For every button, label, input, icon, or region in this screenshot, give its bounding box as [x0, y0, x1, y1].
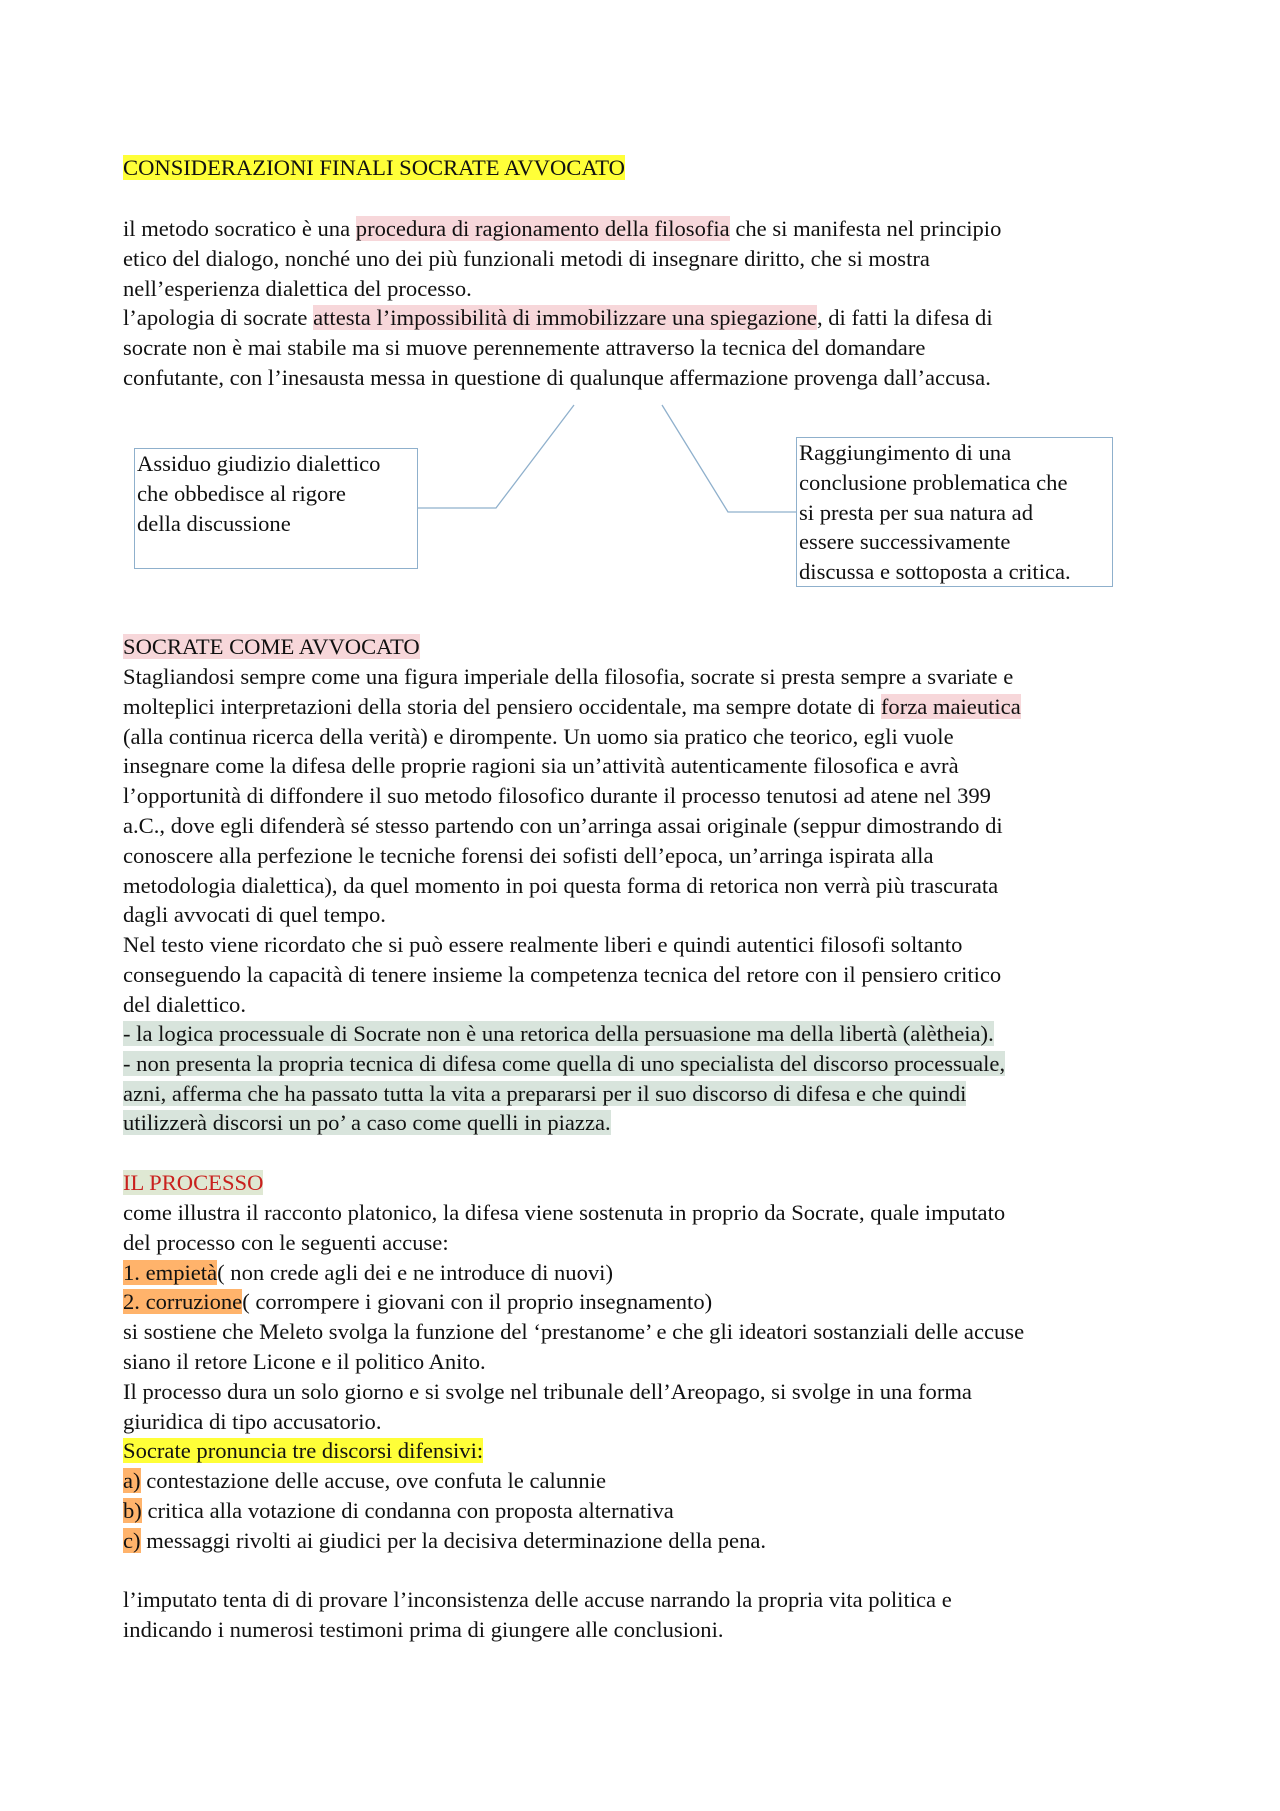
section-title-il-processo — [123, 1168, 1183, 1198]
title-text: IL PROCESSO — [123, 1170, 264, 1195]
text-line: si sostiene che Meleto svolga la funzione del ‘prestanome’ e che gli ideatori sostanziali delle accuse — [123, 1319, 1025, 1345]
box-line: Assiduo giudizio dialettico — [137, 451, 381, 476]
text-run: che si manifesta nel principio — [729, 216, 1002, 241]
box-line: essere successivamente — [799, 529, 1011, 555]
text-line: a.C., dove egli difenderà sé stesso partendo con un’arringa assai originale (seppur dimostrando di — [123, 812, 1003, 838]
text-line: del processo con le seguenti accuse: — [123, 1229, 449, 1255]
text-line: Stagliandosi sempre come una figura imperiale della filosofia, socrate si presta sempre a svariate e — [123, 664, 1014, 689]
text-line: (alla continua ricerca della verità) e dirompente. Un uomo sia pratico che teorico, egli vuole — [123, 723, 954, 749]
paragraph-apologia — [123, 303, 1183, 392]
text-run: molteplici interpretazioni della storia del pensiero occidentale, ma sempre dotate di — [123, 693, 881, 719]
paragraph-imputato — [123, 1585, 1183, 1645]
text-line — [123, 1049, 1183, 1079]
highlighted-text: attesta l’impossibilità di immobilizzare una spiegazione — [313, 305, 817, 330]
bullet-list-logica — [123, 1019, 1183, 1138]
text-line: come illustra il racconto platonico, la difesa viene sostenuta in proprio da Socrate, quale imputato — [123, 1200, 1006, 1225]
accusa-text: ( non crede agli dei e ne introduce di nuovi) — [217, 1259, 613, 1285]
paragraph-racconto-platonico — [123, 1198, 1183, 1556]
box-line: Raggiungimento di una — [799, 440, 1012, 465]
text-run: l’apologia di socrate — [123, 305, 314, 330]
text-line: metodologia dialettica), da quel momento in poi questa forma di retorica non verrà più trascurata — [123, 872, 999, 898]
highlighted-text: Socrate pronuncia tre discorsi difensivi: — [123, 1438, 484, 1464]
text-line — [123, 1079, 1183, 1109]
section-title-socrate-avvocato — [123, 632, 1183, 662]
text-line: Nel testo viene ricordato che si può essere realmente liberi e quindi autentici filosofi soltanto — [123, 932, 963, 957]
concept-box-left — [134, 448, 418, 569]
highlighted-text: azni, afferma che ha passato tutta la vita a prepararsi per il suo discorso di difesa e che quindi — [123, 1080, 967, 1106]
discorso-item — [123, 1526, 1183, 1556]
box-line: che obbedisce al rigore — [137, 480, 346, 506]
box-line: discussa e sottoposta a critica. — [799, 559, 1071, 585]
highlighted-text: - non presenta la propria tecnica di difesa come quella di uno specialista del discorso processuale, — [123, 1050, 1006, 1076]
accusa-text: ( corrompere i giovani con il proprio insegnamento) — [242, 1289, 713, 1315]
accusa-item — [123, 1287, 1183, 1317]
text-line: nell’esperienza dialettica del processo. — [123, 275, 472, 301]
text-line: dagli avvocati di quel tempo. — [123, 902, 386, 928]
highlighted-text: forza maieutica — [880, 693, 1021, 719]
connector-left — [418, 405, 574, 508]
paragraph-nel-testo — [123, 930, 1183, 1019]
text-line — [123, 1108, 1183, 1138]
text-line: conseguendo la capacità di tenere insieme la competenza tecnica del retore con il pensiero critico — [123, 961, 1002, 987]
text-line — [123, 1436, 1183, 1466]
highlighted-text: utilizzerà discorsi un po’ a caso come quelli in piazza. — [123, 1110, 611, 1136]
text-line: confutante, con l’inesausta messa in questione di qualunque affermazione provenga dall’accusa. — [123, 364, 991, 390]
discorso-text: contestazione delle accuse, ove confuta le calunnie — [140, 1468, 607, 1494]
text-line — [123, 214, 1183, 244]
text-line: l’imputato tenta di di provare l’inconsistenza delle accuse narrando la propria vita politica e — [123, 1587, 952, 1612]
discorso-text: critica alla votazione di condanna con proposta alternativa — [141, 1497, 674, 1523]
title-text: CONSIDERAZIONI FINALI SOCRATE AVVOCATO — [123, 155, 625, 180]
box-line: della discussione — [137, 510, 291, 536]
text-line — [123, 303, 1183, 333]
text-run: il metodo socratico è una — [123, 216, 356, 241]
discorso-label: b) — [123, 1497, 142, 1523]
discorso-item — [123, 1466, 1183, 1496]
concept-box-right — [796, 437, 1113, 587]
accusa-label: 1. empietà — [123, 1259, 218, 1285]
box-line: si presta per sua natura ad — [799, 499, 1034, 525]
text-line — [123, 692, 1183, 722]
text-run: , di fatti la difesa di — [816, 305, 993, 330]
text-line: indicando i numerosi testimoni prima di giungere alle conclusioni. — [123, 1616, 724, 1642]
highlighted-text: procedura di ragionamento della filosofia — [355, 216, 730, 241]
discorso-item — [123, 1496, 1183, 1526]
accusa-label: 2. corruzione — [123, 1289, 243, 1315]
text-line: conoscere alla perfezione le tecniche forensi dei sofisti dell’epoca, un’arringa ispirata alla — [123, 842, 934, 868]
text-line: Il processo dura un solo giorno e si svolge nel tribunale dell’Areopago, si svolge in una forma — [123, 1378, 972, 1404]
accusa-item — [123, 1258, 1183, 1288]
text-line: socrate non è mai stabile ma si muove perennemente attraverso la tecnica del domandare — [123, 334, 926, 360]
text-line: insegnare come la difesa delle proprie ragioni sia un’attività autenticamente filosofica e avrà — [123, 753, 959, 779]
box-line: conclusione problematica che — [799, 469, 1068, 495]
discorso-label: a) — [123, 1468, 141, 1494]
title-text: SOCRATE COME AVVOCATO — [123, 634, 420, 659]
text-line: etico del dialogo, nonché uno dei più funzionali metodi di insegnare diritto, che si mostra — [123, 245, 930, 271]
text-line: del dialettico. — [123, 991, 246, 1017]
text-line: siano il retore Licone e il politico Anito. — [123, 1348, 486, 1374]
text-line: giuridica di tipo accusatorio. — [123, 1408, 382, 1434]
discorso-text: messaggi rivolti ai giudici per la decisiva determinazione della pena. — [140, 1527, 767, 1553]
highlighted-text: - la logica processuale di Socrate non è una retorica della persuasione ma della libertà (alètheia). — [123, 1021, 994, 1046]
paragraph-metodo-socratico — [123, 214, 1183, 303]
text-line: l’opportunità di diffondere il suo metodo filosofico durante il processo tenutosi ad atene nel 399 — [123, 783, 991, 809]
discorso-label: c) — [123, 1527, 141, 1553]
paragraph-stagliandosi — [123, 662, 1183, 930]
connector-right — [662, 405, 796, 512]
text-line — [123, 1019, 1183, 1049]
section-title-considerazioni — [123, 153, 1183, 183]
